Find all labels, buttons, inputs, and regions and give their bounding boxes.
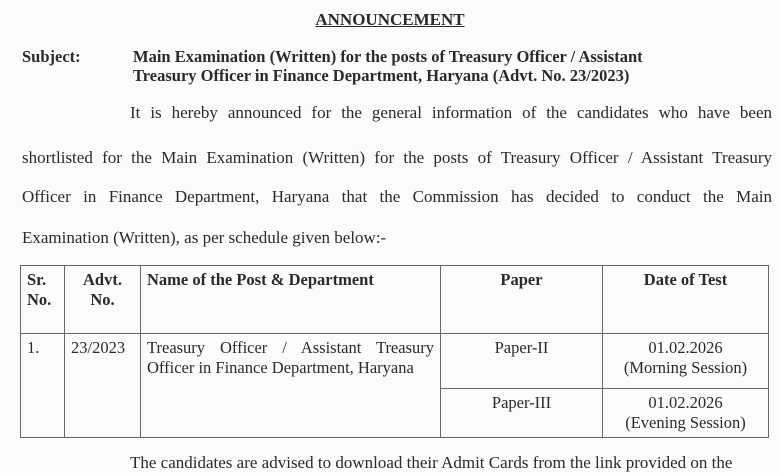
header-post: Name of the Post & Department (141, 266, 441, 334)
footer-text: The candidates are advised to download their Admit Cards from the link provided on the (130, 453, 733, 472)
subject-line-2: Treasury Officer in Finance Department, Haryana (Advt. No. 23/2023) (133, 66, 630, 85)
paragraph-line: It is hereby announced for the general information of the candidates who have been (130, 103, 772, 122)
cell-paper: Paper-III (441, 389, 603, 438)
header-paper: Paper (441, 266, 603, 334)
cell-paper: Paper-II (441, 334, 603, 389)
session: (Evening Session) (625, 413, 746, 432)
date: 01.02.2026 (648, 338, 723, 357)
paragraph-line: shortlisted for the Main Examination (Written) for the posts of Treasury Officer / Assistant Treasury (22, 148, 772, 167)
schedule-table (20, 265, 769, 438)
cell-post: Treasury Officer / Assistant Treasury Officer in Finance Department, Haryana (141, 334, 441, 438)
header-sr-no: Sr. No. (21, 266, 65, 334)
table-row (21, 334, 769, 389)
header-date: Date of Test (603, 266, 769, 334)
header-advt-no: Advt. No. (65, 266, 141, 334)
subject-line-1: Main Examination (Written) for the posts of Treasury Officer / Assistant (133, 47, 643, 66)
subject-label: Subject: (22, 47, 81, 66)
cell-sr: 1. (21, 334, 65, 438)
session: (Morning Session) (623, 358, 748, 377)
paragraph-line: Officer in Finance Department, Haryana that the Commission has decided to conduct the Main (22, 187, 772, 206)
cell-date (603, 334, 769, 389)
table-header-row (21, 266, 769, 334)
cell-date (603, 389, 769, 438)
paragraph-line: Examination (Written), as per schedule given below:- (22, 228, 387, 247)
date: 01.02.2026 (648, 393, 723, 412)
cell-advt: 23/2023 (65, 334, 141, 438)
announcement-title: ANNOUNCEMENT (315, 10, 465, 29)
